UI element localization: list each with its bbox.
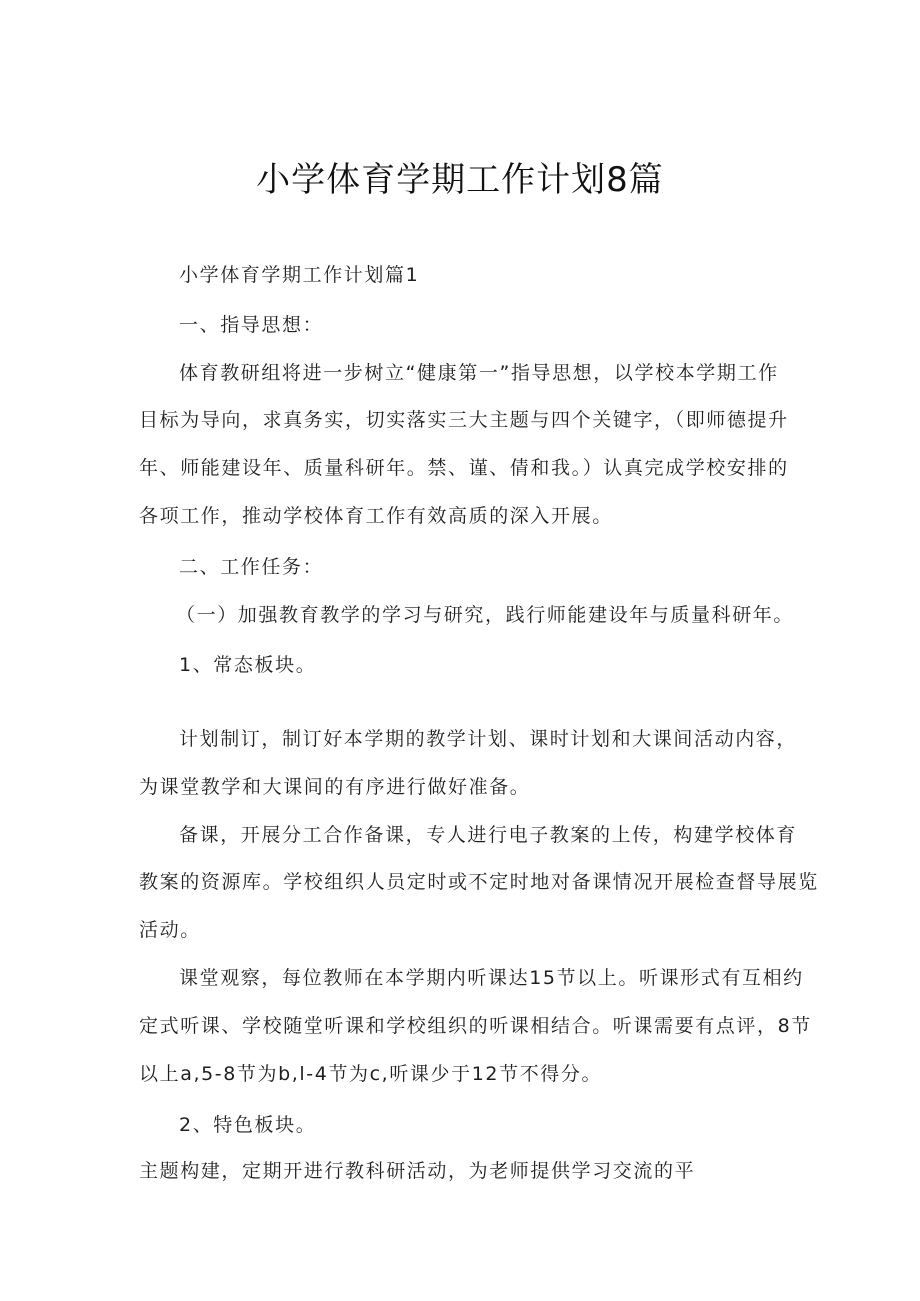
paragraph-line: 以上a,5-8节为b,l-4节为c,听课少于12节不得分。	[139, 1063, 603, 1085]
paragraph-line: 目标为导向，求真务实，切实落实三大主题与四个关键字，（即师德提升	[139, 409, 789, 431]
section-heading: 一、指导思想：	[179, 314, 324, 336]
section-heading: 小学体育学期工作计划篇1	[179, 264, 420, 286]
paragraph-line: 各项工作，推动学校体育工作有效高质的深入开展。	[139, 505, 613, 527]
subsection-heading: 2、特色板块。	[179, 1114, 317, 1136]
paragraph-line: 年、师能建设年、质量科研年。禁、谨、倩和我。）认真完成学校安排的	[139, 457, 789, 479]
document-title: 小学体育学期工作计划8篇	[256, 160, 664, 200]
paragraph-line: 活动。	[139, 919, 201, 941]
paragraph-line: 计划制订，制订好本学期的教学计划、课时计划和大课间活动内容，	[179, 728, 798, 750]
paragraph-line: 主题构建，定期开进行教科研活动，为老师提供学习交流的平	[139, 1160, 696, 1182]
paragraph-line: 教案的资源库。学校组织人员定时或不定时地对备课情况开展检查督导展览	[139, 871, 819, 893]
paragraph-line: 体育教研组将进一步树立“健康第一”指导思想，以学校本学期工作	[179, 362, 779, 384]
paragraph-line: 课堂观察，每位教师在本学期内听课达15节以上。听课形式有互相约	[179, 967, 804, 989]
subsection-heading: （一）加强教育教学的学习与研究，践行师能建设年与质量科研年。	[176, 604, 795, 626]
paragraph-line: 定式听课、学校随堂听课和学校组织的听课相结合。听课需要有点评，8节	[139, 1015, 812, 1037]
subsection-heading: 1、常态板块。	[179, 654, 317, 676]
paragraph-line: 为课堂教学和大课间的有序进行做好准备。	[139, 776, 531, 798]
paragraph-line: 备课，开展分工合作备课，专人进行电子教案的上传，构建学校体育	[179, 824, 798, 846]
section-heading: 二、工作任务：	[179, 556, 324, 578]
